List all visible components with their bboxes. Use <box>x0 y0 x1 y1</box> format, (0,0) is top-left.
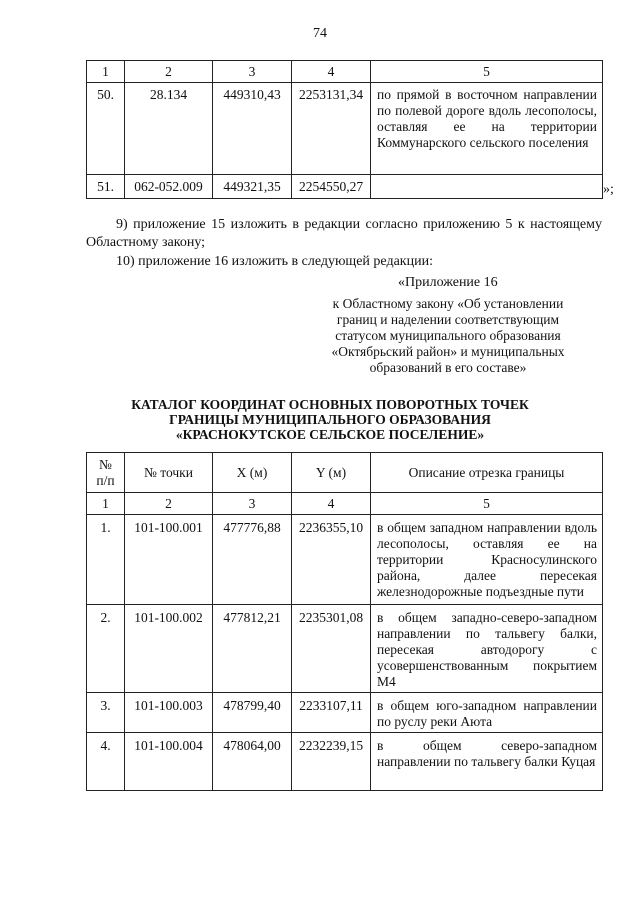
segment-description <box>371 175 603 199</box>
index-cell: 3 <box>213 61 292 83</box>
segment-description: в общем западном направлении вдоль лесополосы, оставляя ее на территории Красносулинского района, далее пересекая железнодорожные подъездные пути <box>371 515 603 605</box>
point-id: 28.134 <box>125 83 213 175</box>
catalog-title-line: ГРАНИЦЫ МУНИЦИПАЛЬНОГО ОБРАЗОВАНИЯ <box>169 412 491 427</box>
appendix-line: образований в его составе» <box>369 360 527 375</box>
segment-description: в общем западно-северо-западном направлении по тальвегу балки, пересекая автодорогу с усовершенствованным покрытием М4 <box>371 605 603 693</box>
x-coordinate: 449321,35 <box>213 175 292 199</box>
appendix-line: «Октябрьский район» и муниципальных <box>331 344 565 359</box>
catalog-title-line: КАТАЛОГ КООРДИНАТ ОСНОВНЫХ ПОВОРОТНЫХ ТОЧЕК <box>131 397 529 412</box>
point-id: 062-052.009 <box>125 175 213 199</box>
point-id: 101-100.002 <box>125 605 213 693</box>
table-row <box>87 693 603 733</box>
index-cell: 2 <box>125 493 213 515</box>
index-cell: 4 <box>292 61 371 83</box>
index-cell: 1 <box>87 61 125 83</box>
segment-description: в общем северо-западном направлении по тальвегу балки Куцая <box>371 733 603 791</box>
appendix-line: к Областному закону «Об установлении <box>332 296 564 311</box>
coordinates-catalog-table <box>86 452 603 791</box>
header-text: п/п <box>96 472 115 488</box>
x-coordinate: 478799,40 <box>213 693 292 733</box>
y-coordinate: 2254550,27 <box>292 175 371 199</box>
row-number: 1. <box>87 515 125 605</box>
index-cell: 5 <box>371 61 603 83</box>
segment-description: в общем юго-западном направлении по руслу реки Аюта <box>371 693 603 733</box>
table-row <box>87 733 603 791</box>
row-number: 3. <box>87 693 125 733</box>
column-header-number <box>87 453 125 493</box>
appendix-reference <box>298 296 598 376</box>
paragraph-text: 9) приложение 15 изложить в редакции согласно приложению 5 к настоящему Областному закону; <box>86 217 602 250</box>
table-index-row <box>87 493 603 515</box>
segment-description: по прямой в восточном направлении по полевой дороге вдоль лесополосы, оставляя ее на территории Коммунарского сельского поселения <box>371 83 603 175</box>
catalog-title-line: «КРАСНОКУТСКОЕ СЕЛЬСКОЕ ПОСЕЛЕНИЕ» <box>175 427 485 442</box>
table-row <box>87 605 603 693</box>
appendix-title: «Приложение 16 <box>398 275 498 290</box>
table-header-row <box>87 453 603 493</box>
paragraph-item-9 <box>86 216 602 252</box>
table-row <box>87 83 603 175</box>
x-coordinate: 477776,88 <box>213 515 292 605</box>
table-index-row <box>87 61 603 83</box>
y-coordinate: 2232239,15 <box>292 733 371 791</box>
catalog-title <box>80 397 580 442</box>
closing-quote: »; <box>603 182 614 197</box>
row-number: 50. <box>87 83 125 175</box>
y-coordinate: 2236355,10 <box>292 515 371 605</box>
row-number: 51. <box>87 175 125 199</box>
paragraph-item-10: 10) приложение 16 изложить в следующей редакции: <box>116 254 433 269</box>
index-cell: 3 <box>213 493 292 515</box>
index-cell: 5 <box>371 493 603 515</box>
y-coordinate: 2233107,11 <box>292 693 371 733</box>
appendix-line: границ и наделении соответствующим <box>336 312 560 327</box>
x-coordinate: 478064,00 <box>213 733 292 791</box>
row-number: 2. <box>87 605 125 693</box>
y-coordinate: 2253131,34 <box>292 83 371 175</box>
index-cell: 1 <box>87 493 125 515</box>
row-number: 4. <box>87 733 125 791</box>
table-row <box>87 175 603 199</box>
column-header-description: Описание отрезка границы <box>371 453 603 493</box>
appendix-line: статусом муниципального образования <box>335 328 561 343</box>
column-header-y: Y (м) <box>292 453 371 493</box>
index-cell: 2 <box>125 61 213 83</box>
header-text: № <box>99 456 112 472</box>
y-coordinate: 2235301,08 <box>292 605 371 693</box>
point-id: 101-100.003 <box>125 693 213 733</box>
x-coordinate: 449310,43 <box>213 83 292 175</box>
page-number: 74 <box>313 26 327 41</box>
table-row <box>87 515 603 605</box>
continuation-table <box>86 60 603 199</box>
point-id: 101-100.001 <box>125 515 213 605</box>
column-header-point: № точки <box>125 453 213 493</box>
index-cell: 4 <box>292 493 371 515</box>
column-header-x: X (м) <box>213 453 292 493</box>
point-id: 101-100.004 <box>125 733 213 791</box>
x-coordinate: 477812,21 <box>213 605 292 693</box>
